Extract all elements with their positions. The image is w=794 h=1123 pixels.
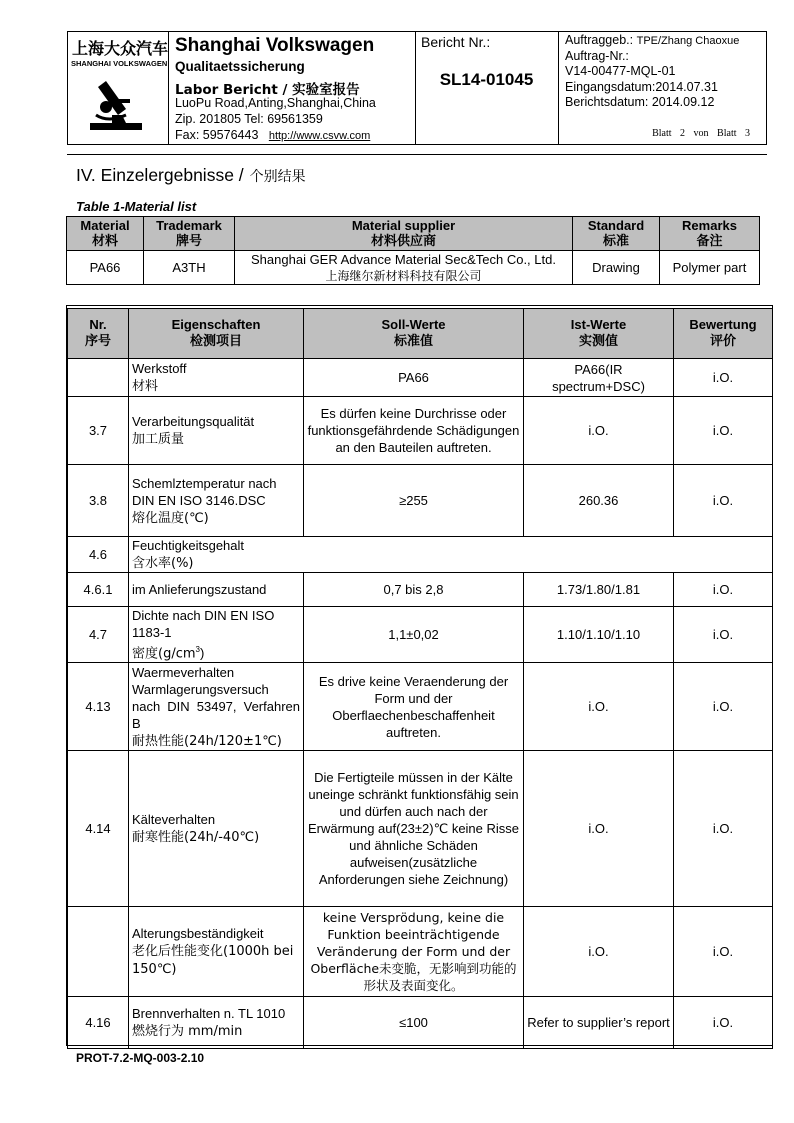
row-nr: 4.6.1 [68, 573, 129, 607]
lab-report-title: Labor Bericht / 实验室报告 [175, 82, 360, 98]
table-row [68, 607, 773, 663]
row-property: Schemlztemperatur nach DIN EN ISO 3146.DSC 熔化温度(℃) [129, 465, 304, 537]
section-title-text: IV. Einzelergebnisse / [76, 165, 244, 185]
row-nr: 3.8 [68, 465, 129, 537]
row-rating: i.O. [674, 997, 773, 1049]
divider [67, 154, 767, 155]
row-actual: i.O. [524, 751, 674, 907]
header-actual: Ist-Werte 实测值 [524, 309, 674, 359]
table-row [68, 997, 773, 1049]
row-target: 0,7 bis 2,8 [304, 573, 524, 607]
table-row [68, 397, 773, 465]
row-property: Brennverhalten n. TL 1010 燃烧行为 mm/min [129, 997, 304, 1049]
header-nr: Nr. 序号 [68, 309, 129, 359]
page-indicator: Blatt 2 von Blatt 3 [652, 128, 750, 139]
row-target: keine Versprödung, keine die Funktion beeinträchtigende Veränderung der Form und der Oberfläche未变脆，无影响到功能的形状及表面变化。 [304, 907, 524, 997]
header-property: Eigenschaften 检测项目 [129, 309, 304, 359]
company-cell [168, 32, 416, 144]
row-nr [68, 907, 129, 997]
row-nr: 4.14 [68, 751, 129, 907]
row-property: im Anlieferungszustand [129, 573, 304, 607]
document-code: PROT-7.2-MQ-003-2.10 [76, 1051, 205, 1065]
row-rating: i.O. [674, 359, 773, 397]
results-table [67, 308, 773, 1049]
client-line [565, 33, 739, 47]
address-line-1: LuoPu Road,Anting,Shanghai,China [175, 96, 376, 110]
table-row [68, 663, 773, 751]
row-target: Es dürfen keine Durchrisse oder funktionsgefährdende Schädigungen an den Bauteilen auftreten. [304, 397, 524, 465]
row-rating: i.O. [674, 607, 773, 663]
header-target: Soll-Werte 标准值 [304, 309, 524, 359]
row-property: Kälteverhalten 耐寒性能(24h/-40℃) [129, 751, 304, 907]
header-remarks: Remarks 备注 [660, 217, 760, 251]
row-nr: 4.7 [68, 607, 129, 663]
row-actual: i.O. [524, 663, 674, 751]
row-property: Feuchtigkeitsgehalt 含水率(%) [129, 537, 773, 573]
row-target: Die Fertigteile müssen in der Kälte uneinge schränkt funktionsfähig sein und dürfen auch nach der Erwärmung auf(23±2)℃ keine Risse und ähnliche Schäden aufweisen(zusätzliche Anforderungen siehe Zeichnung) [304, 751, 524, 907]
report-number-label: Bericht Nr.: [421, 34, 491, 50]
trademark-value: A3TH [144, 251, 235, 285]
row-property: Werkstoff 材料 [129, 359, 304, 397]
row-target: ≤100 [304, 997, 524, 1049]
address-line-2: Zip. 201805 Tel: 69561359 [175, 112, 323, 126]
order-number: V14-00477-MQL-01 [565, 64, 676, 78]
table1-title: Table 1-Material list [76, 199, 197, 214]
row-nr: 4.16 [68, 997, 129, 1049]
client-value: TPE/Zhang Chaoxue [636, 35, 740, 47]
row-rating: i.O. [674, 573, 773, 607]
department: Qualitaetssicherung [175, 59, 305, 74]
table-row [68, 537, 773, 573]
row-actual: 1.73/1.80/1.81 [524, 573, 674, 607]
row-actual: i.O. [524, 397, 674, 465]
standard-value: Drawing [573, 251, 660, 285]
row-target: Es drive keine Veraenderung der Form und der Oberflaechenbeschaffenheit auftreten. [304, 663, 524, 751]
company-name: Shanghai Volkswagen [175, 35, 375, 56]
material-table [66, 216, 760, 285]
table-row [68, 751, 773, 907]
row-actual: 260.36 [524, 465, 674, 537]
header-material: Material 材料 [67, 217, 144, 251]
row-target: ≥255 [304, 465, 524, 537]
row-nr: 4.13 [68, 663, 129, 751]
row-rating: i.O. [674, 663, 773, 751]
section-title [76, 165, 306, 186]
row-actual: Refer to supplier’s report [524, 997, 674, 1049]
row-target: PA66 [304, 359, 524, 397]
row-rating: i.O. [674, 397, 773, 465]
table-row [68, 359, 773, 397]
results-table-header [68, 309, 773, 359]
logo-chinese: 上海大众汽车 [72, 39, 169, 58]
row-property: Dichte nach DIN EN ISO 1183-1 密度$(g/cm^3)$ [129, 607, 304, 663]
report-number-cell [415, 32, 559, 144]
remarks-value: Polymer part [660, 251, 760, 285]
logo-cell [68, 32, 169, 144]
row-property: Waermeverhalten Warmlagerungsversuch nach DIN 53497, Verfahren B 耐热性能(24h/120±1℃) [129, 663, 304, 751]
row-property: Verarbeitungsqualität 加工质量 [129, 397, 304, 465]
order-info-cell [558, 32, 766, 144]
row-rating: i.O. [674, 751, 773, 907]
table-row [68, 907, 773, 997]
supplier-value: Shanghai GER Advance Material Sec&Tech Co., Ltd. 上海继尔新材料科技有限公司 [235, 251, 573, 285]
client-label: Auftraggeb.: [565, 33, 634, 47]
table-row [67, 251, 760, 285]
website-link[interactable]: http://www.csvw.com [268, 130, 371, 142]
row-nr: 4.6 [68, 537, 129, 573]
row-rating: i.O. [674, 907, 773, 997]
fax-number: Fax: 59576443 [175, 128, 259, 142]
row-property: Alterungsbeständigkeit 老化后性能变化(1000h bei 150℃) [129, 907, 304, 997]
row-rating: i.O. [674, 465, 773, 537]
report-date: Berichtsdatum: 2014.09.12 [565, 95, 715, 109]
report-number: SL14-01045 [439, 70, 534, 89]
header-rating: Bewertung 评价 [674, 309, 773, 359]
table-row [68, 573, 773, 607]
row-actual: i.O. [524, 907, 674, 997]
material-value: PA66 [67, 251, 144, 285]
header-trademark: Trademark 牌号 [144, 217, 235, 251]
order-number-label: Auftrag-Nr.: [565, 49, 629, 63]
header-supplier: Material supplier 材料供应商 [235, 217, 573, 251]
receipt-date: Eingangsdatum:2014.07.31 [565, 80, 718, 94]
row-nr [68, 359, 129, 397]
fax-line [175, 128, 370, 142]
header-standard: Standard 标准 [573, 217, 660, 251]
table-row [68, 465, 773, 537]
row-actual: PA66(IR spectrum+DSC) [524, 359, 674, 397]
report-header [67, 31, 767, 145]
microscope-icon [86, 79, 146, 135]
row-target: 1,1±0,02 [304, 607, 524, 663]
logo-english: SHANGHAI VOLKSWAGEN [71, 59, 168, 68]
section-title-cn: 个别结果 [249, 169, 306, 185]
material-table-header [67, 217, 760, 251]
row-nr: 3.7 [68, 397, 129, 465]
row-actual: 1.10/1.10/1.10 [524, 607, 674, 663]
